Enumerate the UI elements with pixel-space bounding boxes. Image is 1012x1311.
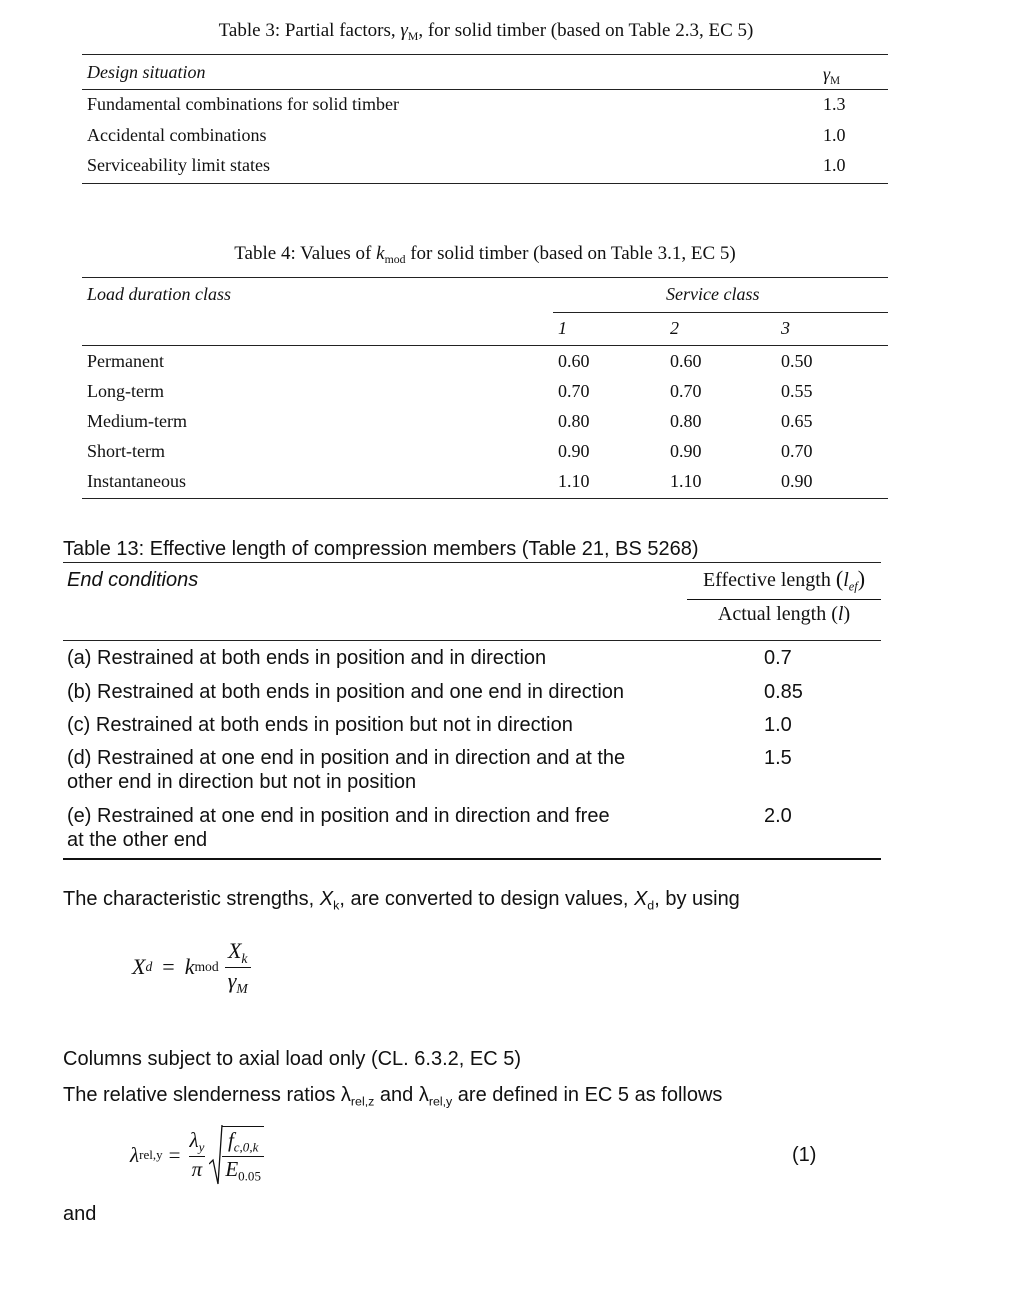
table13-top-rule [63,562,881,563]
eq2-lhs-sub: rel,y [139,1147,163,1162]
table13-header-rule [63,640,881,641]
table3-caption-gamma-sub: M [407,30,419,44]
eq2-radicand [222,1126,264,1184]
table13-row-value: 2.0 [764,805,792,827]
eq2-rden: E [225,1156,239,1181]
equation-number: (1) [792,1144,817,1166]
table13-row-label: (a) Restrained at both ends in position and in direction [67,647,547,669]
equation-relative-slenderness [130,1122,264,1188]
radical-sign-icon [209,1124,223,1186]
table4-top-rule [82,277,888,278]
table3-col-gamma [823,64,840,87]
table4-cell: 0.80 [558,411,590,431]
table4-caption-k-sub: mod [384,253,406,267]
para1-xd: X [633,888,648,910]
equation-design-value [132,938,251,997]
eq2-numerator [186,1128,207,1156]
table4-row-label: Medium-term [87,411,187,431]
table4-caption-k: k [376,243,385,264]
table3-row-label: Fundamental combinations for solid timber [87,94,399,114]
table13-ratio-den-sym: l [837,603,844,626]
eq1-lhs-sub: d [145,959,153,975]
table4-header-rule [82,345,888,346]
eq2-fraction [186,1128,207,1182]
table13-ratio-num-sub: ef [848,579,858,594]
table13-ratio-den-paren-close: ) [843,603,851,626]
table13-row-value: 0.85 [764,681,803,703]
table3-col-situation: Design situation [87,62,206,82]
eq1-lhs: X [132,954,146,980]
table4-cell: 0.90 [781,471,813,491]
eq1-num: X [227,938,242,963]
table13-row-label: (b) Restrained at both ends in position and one end in direction [67,681,625,703]
table3-row-value: 1.0 [823,155,846,175]
eq2-equals: = [168,1142,181,1167]
table13-ratio-den-text: Actual length [717,603,827,626]
table4-bottom-rule [82,498,888,499]
table4-cell: 0.70 [558,381,590,401]
eq2-rden-sub: 0.05 [238,1168,261,1184]
table13-bottom-rule [63,858,881,860]
eq2-denominator [189,1156,206,1182]
table13-row-label: (d) Restrained at one end in position and in direction and at the [67,747,626,769]
table4-caption-post: for solid timber (based on Table 3.1, EC 5) [405,243,736,264]
table4-service-class-2: 2 [670,318,679,338]
table13-ratio-num-paren-close: ) [857,566,866,591]
table4-cell: 0.90 [558,441,590,461]
eq1-k: k [184,954,195,980]
table4-cell: 0.65 [781,411,813,431]
table13-row-label-cont: other end in direction but not in position [67,771,417,793]
para1-pre: The characteristic strengths, [63,888,320,910]
eq2-num-sub: y [198,1139,205,1155]
paragraph-columns-axial: Columns subject to axial load only (CL. 6.3.2, EC 5) [63,1048,521,1070]
eq2-radicand-numerator [225,1128,261,1156]
table13-row-label: (e) Restrained at one end in position and in direction and free [67,805,610,827]
table13-ratio-den-paren-open: ( [831,603,838,626]
table3-col-gamma-sub: M [830,74,841,87]
eq2-rnum-sub: c,0,k [233,1139,259,1155]
eq2-lhs: λ [130,1142,140,1167]
eq2-radicand-denominator [222,1156,264,1185]
table3-row-label: Accidental combinations [87,125,267,145]
para3-sub2: rel,y [428,1094,453,1109]
table4-service-rule [553,312,888,313]
table3-caption [0,20,972,44]
eq1-den-sub: M [236,980,248,996]
table13-row-label: (c) Restrained at both ends in position but not in direction [67,714,573,736]
eq1-k-sub: mod [194,959,219,975]
table4-cell: 0.70 [781,441,813,461]
table4-cell: 0.70 [670,381,702,401]
table4-cell: 1.10 [670,471,702,491]
table4-cell: 0.50 [781,351,813,371]
eq1-numerator [225,938,251,967]
para3-sub1: rel,z [350,1094,375,1109]
para1-xk: X [319,888,334,910]
table4-cell: 0.60 [558,351,590,371]
table13-row-label-cont: at the other end [67,829,208,851]
table13-ratio-num-sym: l [843,569,849,591]
table4-cell: 0.80 [670,411,702,431]
table3-header-rule [82,89,888,90]
table4-row-label: Short-term [87,441,165,461]
table4-cell: 0.55 [781,381,813,401]
table4-cell: 0.60 [670,351,702,371]
table13-ratio-num-paren-open: ( [835,566,844,591]
table13-row-value: 1.0 [764,714,792,736]
para3-mid: and λ [374,1084,429,1106]
table3-top-rule [82,54,888,55]
eq2-rnum: f [227,1127,234,1152]
eq1-fraction [225,938,251,997]
table13-ratio-num-text: Effective length [702,569,831,591]
eq1-denominator [225,967,251,997]
eq1-num-sub: k [241,950,248,966]
para1-xk-sub: k [333,898,340,913]
eq1-equals: = [162,954,175,980]
table4-caption-pre: Table 4: Values of [234,243,377,264]
para1-xd-sub: d [647,898,655,913]
table3-row-value: 1.3 [823,94,846,114]
table3-col-gamma-sym: γ [823,64,831,84]
table4-col-load: Load duration class [87,284,232,304]
table3-caption-gamma: γ [400,20,408,41]
table4-cell: 1.10 [558,471,590,491]
para3-pre: The relative slenderness ratios λ [63,1084,351,1106]
table13-col-ratio [690,566,878,626]
eq2-num: λ [189,1128,199,1153]
eq2-den: π [191,1156,203,1181]
table3-bottom-rule [82,183,888,184]
para3-post: are defined in EC 5 as follows [452,1084,723,1106]
table4-row-label: Instantaneous [87,471,186,491]
table4-service-class-3: 3 [781,318,790,338]
table13-row-value: 0.7 [764,647,792,669]
paragraph-slenderness [63,1084,722,1108]
table3-row-label: Serviceability limit states [87,155,270,175]
table4-col-service: Service class [666,284,760,304]
eq1-den: γ [227,967,237,993]
table4-row-label: Long-term [87,381,164,401]
paragraph-characteristic-strengths [63,888,740,912]
paragraph-and: and [63,1203,97,1225]
table3-caption-pre: Table 3: Partial factors, [218,20,401,41]
table3-row-value: 1.0 [823,125,846,145]
table13-row-value: 1.5 [764,747,792,769]
table4-service-class-1: 1 [558,318,567,338]
para1-post: , by using [654,888,740,910]
table3-caption-post: , for solid timber (based on Table 2.3, EC 5) [418,20,754,41]
table4-cell: 0.90 [670,441,702,461]
para1-mid: , are converted to design values, [339,888,634,910]
table13-col-end: End conditions [67,569,199,591]
table13-caption: Table 13: Effective length of compression members (Table 21, BS 5268) [63,538,699,560]
table4-caption [0,243,970,267]
table4-row-label: Permanent [87,351,164,371]
